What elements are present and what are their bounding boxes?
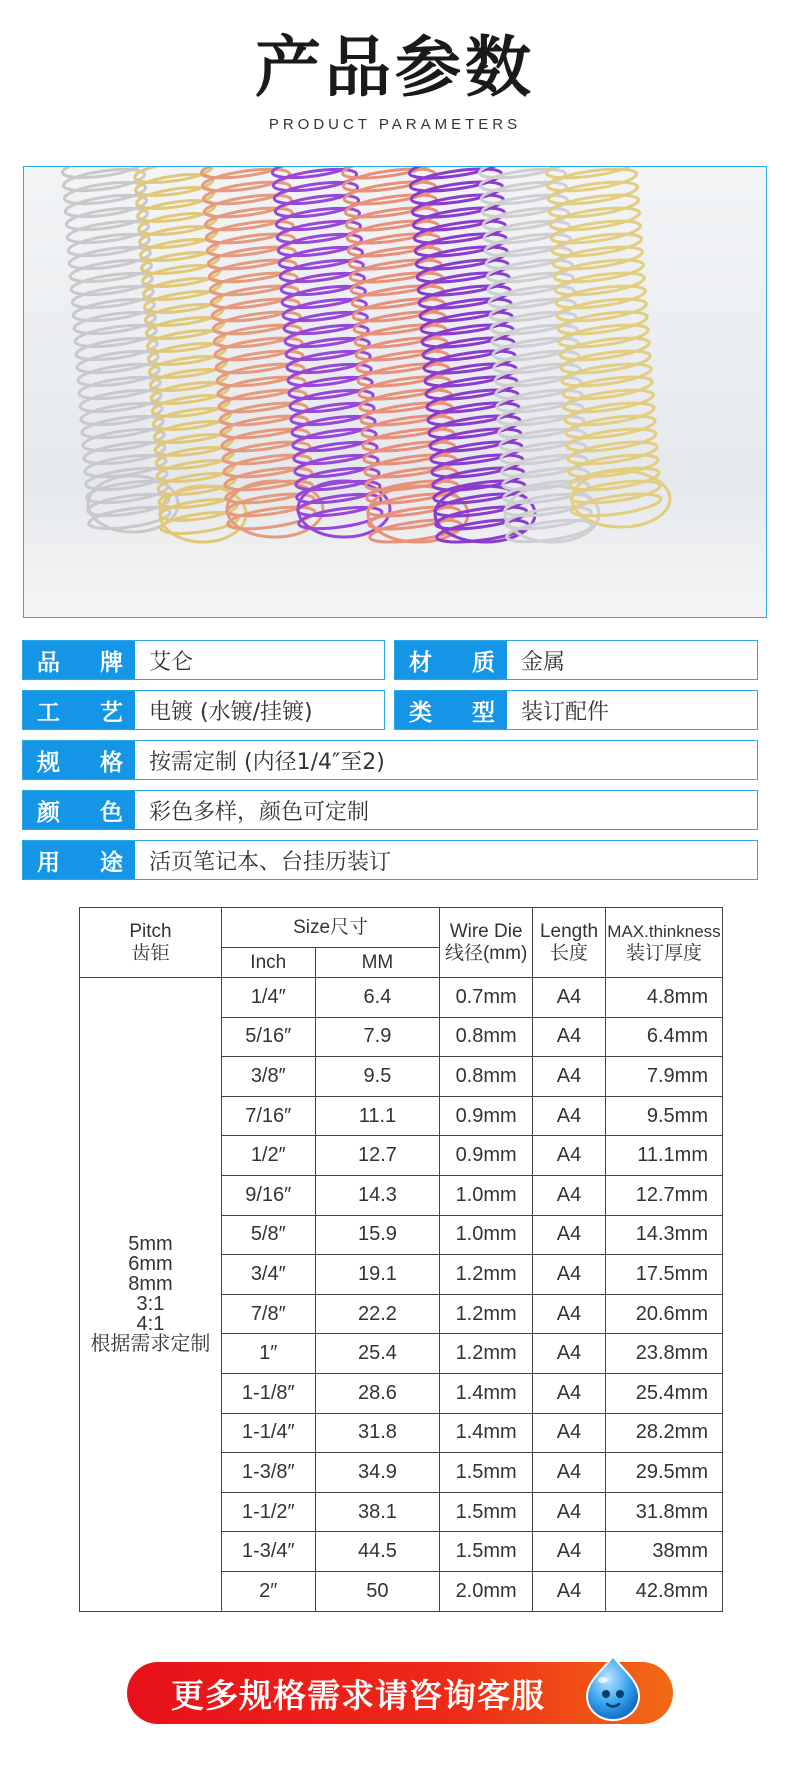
param-value-brand: 艾仑: [149, 649, 194, 675]
wire-die-cell: 0.8mm: [440, 1057, 533, 1097]
length-cell: A4: [533, 1373, 606, 1413]
inch-cell: 1-1/4″: [221, 1413, 315, 1453]
customer-service-bubble-icon: [583, 1654, 643, 1722]
mm-cell: 19.1: [315, 1255, 440, 1295]
wire-die-cell: 0.8mm: [440, 1017, 533, 1057]
inch-cell: 1-1/2″: [221, 1492, 315, 1532]
inch-cell: 5/8″: [221, 1215, 315, 1255]
param-value-usage: 活页笔记本、台挂历装订: [149, 849, 392, 875]
mm-cell: 50: [315, 1571, 440, 1611]
coil-spiral: [200, 167, 323, 537]
mm-cell: 12.7: [315, 1136, 440, 1176]
inch-cell: 1-1/8″: [221, 1373, 315, 1413]
max-thickness-cell: 31.8mm: [605, 1492, 722, 1532]
length-cell: A4: [533, 1413, 606, 1453]
wire-die-cell: 1.4mm: [440, 1413, 533, 1453]
max-thickness-cell: 28.2mm: [605, 1413, 722, 1453]
pitch-option: 8mm: [128, 1273, 173, 1296]
inch-cell: 1/4″: [221, 978, 315, 1018]
mm-cell: 6.4: [315, 978, 440, 1018]
param-row-spec: [22, 740, 758, 780]
max-thickness-cell: 4.8mm: [605, 978, 722, 1018]
wire-die-cell: 0.9mm: [440, 1096, 533, 1136]
param-row-material: [394, 640, 758, 680]
wire-die-cell: 1.2mm: [440, 1334, 533, 1374]
wire-die-cell: 1.2mm: [440, 1294, 533, 1334]
length-cell: A4: [533, 1571, 606, 1611]
pitch-option: 4:1: [136, 1313, 165, 1336]
mm-cell: 7.9: [315, 1017, 440, 1057]
binding-coil-spirals-photo: [24, 167, 767, 618]
mm-cell: 9.5: [315, 1057, 440, 1097]
page-title: 产品参数: [255, 29, 535, 106]
max-thickness-cell: 17.5mm: [605, 1255, 722, 1295]
mm-cell: 38.1: [315, 1492, 440, 1532]
length-cell: A4: [533, 978, 606, 1018]
length-cell: A4: [533, 1057, 606, 1097]
max-thickness-cell: 23.8mm: [605, 1334, 722, 1374]
table-row: [80, 978, 723, 1018]
length-cell: A4: [533, 1096, 606, 1136]
wire-die-cell: 1.5mm: [440, 1532, 533, 1572]
header-length: Length 长度: [533, 908, 606, 978]
wire-die-cell: 0.7mm: [440, 978, 533, 1018]
inch-cell: 1-3/4″: [221, 1532, 315, 1572]
mm-cell: 34.9: [315, 1453, 440, 1493]
page-subtitle: PRODUCT PARAMETERS: [268, 116, 522, 133]
inch-cell: 7/16″: [221, 1096, 315, 1136]
wire-die-cell: 2.0mm: [440, 1571, 533, 1611]
header-wire-die: Wire Die 线径(mm): [440, 908, 533, 978]
pitch-option: 根据需求定制: [90, 1333, 211, 1356]
header-mm: MM: [315, 948, 440, 978]
wire-die-cell: 1.5mm: [440, 1492, 533, 1532]
param-row-brand: [22, 640, 385, 680]
pitch-option: 3:1: [136, 1293, 165, 1316]
header-size: Size尺寸: [221, 908, 439, 948]
inch-cell: 3/8″: [221, 1057, 315, 1097]
max-thickness-cell: 42.8mm: [605, 1571, 722, 1611]
max-thickness-cell: 20.6mm: [605, 1294, 722, 1334]
param-label: 用 途: [23, 841, 135, 879]
param-value-spec: 按需定制 (内径1/4″至2): [149, 749, 385, 775]
header-max-thickness: MAX.thinkness 装订厚度: [605, 908, 722, 978]
length-cell: A4: [533, 1017, 606, 1057]
max-thickness-cell: 11.1mm: [605, 1136, 722, 1176]
param-label: 类 型: [395, 691, 507, 729]
param-value-process: 电镀 (水镀/挂镀): [149, 699, 313, 725]
mm-cell: 25.4: [315, 1334, 440, 1374]
mm-cell: 22.2: [315, 1294, 440, 1334]
param-value-color: 彩色多样，颜色可定制: [149, 799, 370, 825]
wire-die-cell: 1.4mm: [440, 1373, 533, 1413]
pitch-options-cell: [80, 978, 222, 1612]
inch-cell: 7/8″: [221, 1294, 315, 1334]
inch-cell: 2″: [221, 1571, 315, 1611]
length-cell: A4: [533, 1255, 606, 1295]
inch-cell: 5/16″: [221, 1017, 315, 1057]
param-label: 材 质: [395, 641, 507, 679]
pitch-option: 5mm: [128, 1233, 173, 1256]
length-cell: A4: [533, 1334, 606, 1374]
max-thickness-cell: 38mm: [605, 1532, 722, 1572]
param-row-type: [394, 690, 758, 730]
max-thickness-cell: 14.3mm: [605, 1215, 722, 1255]
param-value-material: 金属: [521, 649, 566, 675]
contact-service-button[interactable]: [127, 1662, 673, 1724]
param-row-color: [22, 790, 758, 830]
wire-die-cell: 1.5mm: [440, 1453, 533, 1493]
inch-cell: 1/2″: [221, 1136, 315, 1176]
length-cell: A4: [533, 1532, 606, 1572]
param-label: 品 牌: [23, 641, 135, 679]
max-thickness-cell: 7.9mm: [605, 1057, 722, 1097]
length-cell: A4: [533, 1136, 606, 1176]
wire-die-cell: 1.2mm: [440, 1255, 533, 1295]
contact-service-label: 更多规格需求请咨询客服: [171, 1675, 545, 1715]
inch-cell: 1-3/8″: [221, 1453, 315, 1493]
mm-cell: 11.1: [315, 1096, 440, 1136]
inch-cell: 3/4″: [221, 1255, 315, 1295]
param-label: 颜 色: [23, 791, 135, 829]
mm-cell: 28.6: [315, 1373, 440, 1413]
param-row-usage: [22, 840, 758, 880]
wire-die-cell: 1.0mm: [440, 1215, 533, 1255]
param-label: 规 格: [23, 741, 135, 779]
mm-cell: 15.9: [315, 1215, 440, 1255]
length-cell: A4: [533, 1294, 606, 1334]
header-pitch: Pitch 齿钜: [80, 908, 222, 978]
inch-cell: 9/16″: [221, 1175, 315, 1215]
spec-table: [79, 907, 723, 1612]
inch-cell: 1″: [221, 1334, 315, 1374]
length-cell: A4: [533, 1492, 606, 1532]
mm-cell: 31.8: [315, 1413, 440, 1453]
mm-cell: 14.3: [315, 1175, 440, 1215]
header-inch: Inch: [221, 948, 315, 978]
param-value-type: 装订配件: [521, 699, 610, 725]
max-thickness-cell: 12.7mm: [605, 1175, 722, 1215]
max-thickness-cell: 9.5mm: [605, 1096, 722, 1136]
max-thickness-cell: 6.4mm: [605, 1017, 722, 1057]
wire-die-cell: 0.9mm: [440, 1136, 533, 1176]
product-photo: [23, 166, 767, 618]
max-thickness-cell: 25.4mm: [605, 1373, 722, 1413]
param-label: 工 艺: [23, 691, 135, 729]
mm-cell: 44.5: [315, 1532, 440, 1572]
coil-spiral: [134, 167, 246, 542]
wire-die-cell: 1.0mm: [440, 1175, 533, 1215]
pitch-option: 6mm: [128, 1253, 173, 1276]
max-thickness-cell: 29.5mm: [605, 1453, 722, 1493]
length-cell: A4: [533, 1215, 606, 1255]
length-cell: A4: [533, 1453, 606, 1493]
length-cell: A4: [533, 1175, 606, 1215]
param-row-process: [22, 690, 385, 730]
